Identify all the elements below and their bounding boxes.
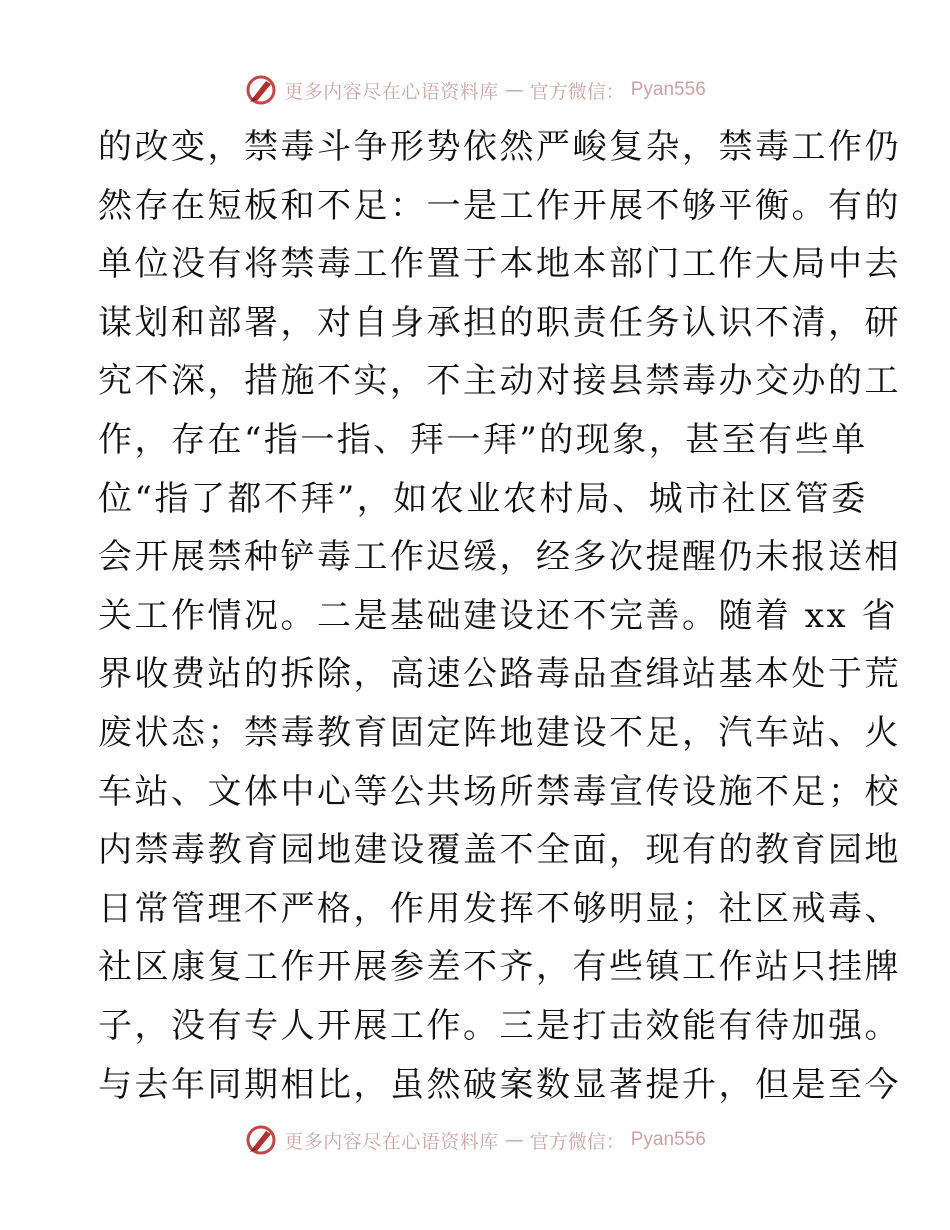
body-line: 究不深，措施不实，不主动对接县禁毒办交办的工 xyxy=(98,361,901,402)
body-line: 废状态；禁毒教育固定阵地建设不足，汽车站、火 xyxy=(98,712,901,753)
body-line: 社区康复工作开展参差不齐，有些镇工作站只挂牌 xyxy=(98,947,901,988)
body-line: 与去年同期相比，虽然破案数显著提升，但是至今 xyxy=(98,1064,901,1105)
watermark-brand-text: 更多内容尽在心语资料库 xyxy=(284,80,499,103)
watermark-separator: — xyxy=(504,79,524,101)
body-line: 日常管理不严格，作用发挥不够明显；社区戒毒、 xyxy=(98,888,901,929)
body-line: 谋划和部署，对自身承担的职责任务认识不清，研 xyxy=(98,302,901,343)
body-line: 的改变，禁毒斗争形势依然严峻复杂，禁毒工作仍 xyxy=(98,127,901,167)
body-line: 内禁毒教育园地建设覆盖不全面，现有的教育园地 xyxy=(98,830,901,871)
watermark-brand-text: 更多内容尽在心语资料库 xyxy=(284,1130,499,1153)
watermark-footer xyxy=(0,1120,950,1160)
body-line: 车站、文体中心等公共场所禁毒宣传设施不足；校 xyxy=(98,771,901,812)
body-line: 会开展禁种铲毒工作迟缓，经多次提醒仍未报送相 xyxy=(98,537,901,578)
body-line: 然存在短板和不足：一是工作开展不够平衡。有的 xyxy=(98,185,901,226)
watermark-wechat-label: 官方微信： xyxy=(529,80,625,103)
body-line: 单位没有将禁毒工作置于本地本部门工作大局中去 xyxy=(98,244,901,285)
watermark-wechat-handle: Pyan556 xyxy=(630,79,706,100)
watermark-wechat-label: 官方微信： xyxy=(529,1130,625,1153)
body-line: 子，没有专人开展工作。三是打击效能有待加强。 xyxy=(98,1005,901,1046)
watermark-header xyxy=(0,70,950,110)
body-line: 作，存在“指一指、拜一拜”的现象，甚至有些单 xyxy=(98,419,868,460)
pen-logo-icon xyxy=(244,1123,278,1157)
watermark-separator: — xyxy=(504,1129,524,1151)
body-line: 关工作情况。二是基础建设还不完善。随着 xx 省 xyxy=(98,595,898,636)
body-line: 界收费站的拆除，高速公路毒品查缉站基本处于荒 xyxy=(98,654,901,695)
document-body xyxy=(98,118,901,1114)
body-line: 位“指了都不拜”，如农业农村局、城市社区管委 xyxy=(98,478,868,519)
watermark-wechat-handle: Pyan556 xyxy=(630,1129,706,1150)
pen-logo-icon xyxy=(244,73,278,107)
